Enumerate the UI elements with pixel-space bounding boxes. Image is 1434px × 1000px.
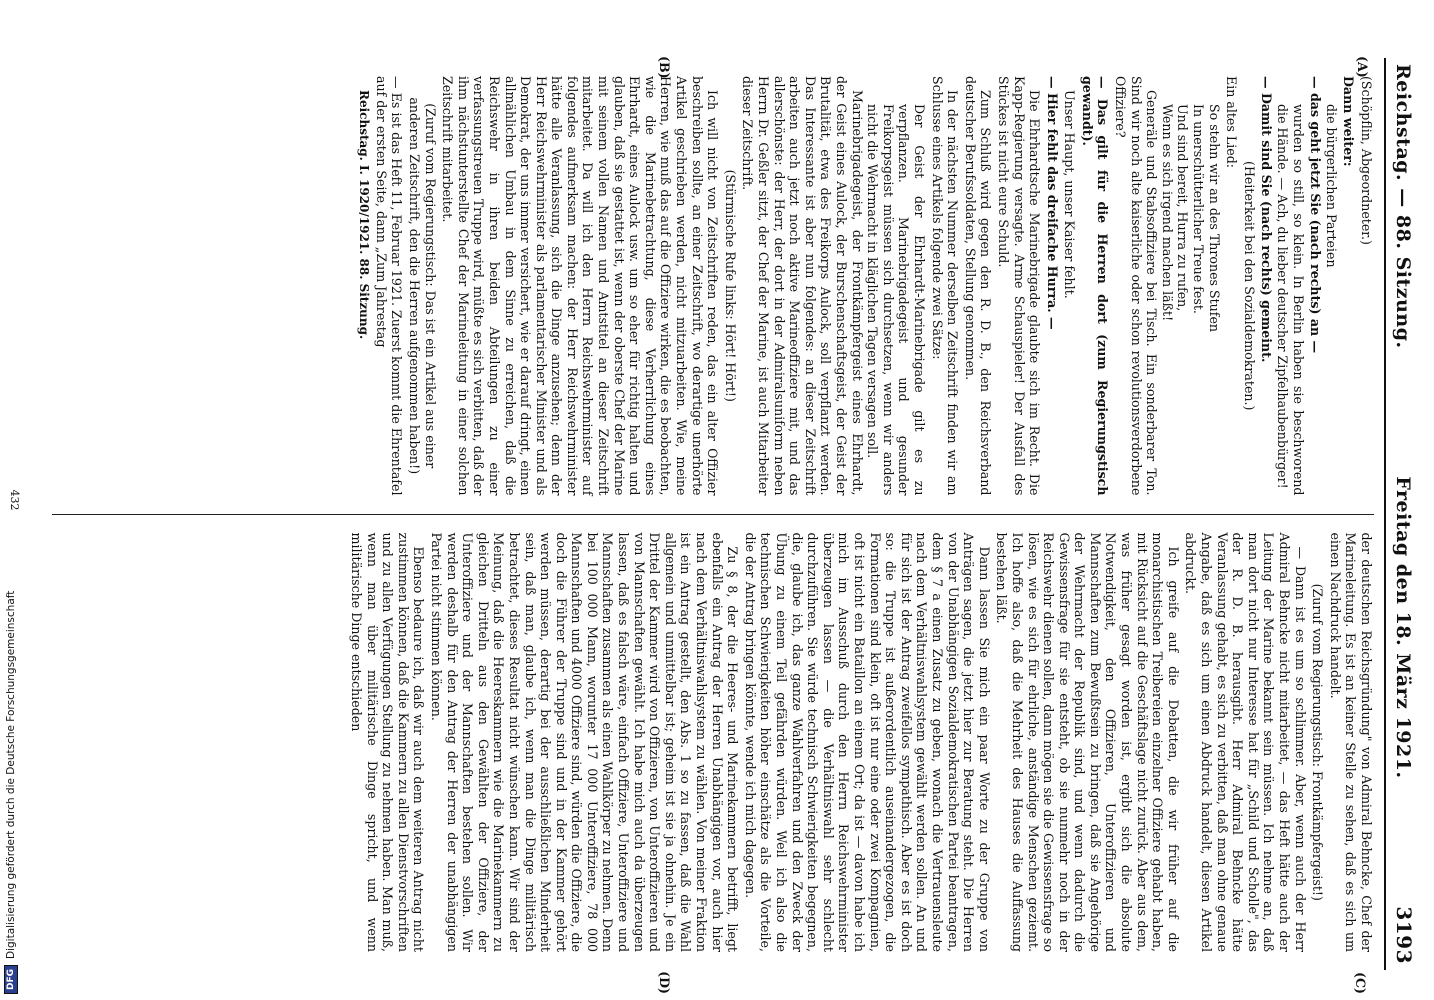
paragraph: Marinebrigadegeist, der Frontkämpfergeist eines Ehrhardt, der Geist eines Aulock, der Burschenschaftsgeist, der Geist der Brutalität, etwa des Freikorps Aulock, soll verpflanzt werden. Das Interessante ist aber nun folgendes: an dieser Zeitschrift arbeiten auch jetzt noch aktive Marineoffiziere mit, und das allerschönste: der Herr, der dort in der Admiralsuniform neben Herrn Dr. Geßler sitzt, der Chef der Marine, ist auch Mitarbeiter dieser Zeitschrift. [740, 76, 865, 496]
paragraph: Dann weiter: [1341, 76, 1357, 167]
credit-text: Digitalisierung gefördert durch die Deutsche Forschungsgemeinschaft [5, 590, 17, 959]
interjection: (Stürmische Rufe links: Hört! Hört!) [722, 169, 738, 402]
paragraph: Ich greife auf die Debatten, die wir früher auf die monarchistischen Treibereien einzelner Offiziere gehabt haben, mit Rücksicht auf die Geschäftslage nicht zurück. Aber aus dem, was früher gesagt worden ist, ergibt sich die absolute Notwendigkeit, den Offizieren, Unteroffizieren und Mannschaften zum Bewußtsein zu bringen, daß sie Angehörige der Wehrmacht der Republik sind, und wenn dadurch die Gewissensfrage für sie entsteht, ob sie nunmehr noch in der Reichswehr dienen sollen, dann mögen sie die Gewissensfrage so lösen, wie es sich für ehrliche, anständige Menschen geziemt. Ich hoffe also, daß die Mehrheit des Hauses die Auffassung bestehen läßt. [994, 532, 1181, 952]
margin-letter-a: (A) [1355, 56, 1370, 78]
left-column [48, 58, 1378, 514]
paragraph: Ich will nicht von Zeitschriften reden, das ein alter Offizier beschreiben sollte, an einer Zeitschrift, wo derartige unerhörte Artikel geschrieben werden, nicht mitzuarbeiten. Wie, meine Herren, wie muß das auf die Offiziere wirken, die es beobachten, wie die Marinebetrachtung, diese Verherrlichung eines Ehrhardt, eines Aulock usw. um so eher für richtig halten und glauben, daß sie gestattet ist, wenn der oberste Chef der Marine mit seinem vollen Namen und Amtstitel an dieser Zeitschrift mitarbeitet. Da will ich den Herrn Reichswehrminister auf folgendes aufmerksam machen: der Herr Reichswehrminister hätte alle Veranlassung, sich die Dinge anzusehen; denn der Herr Reichswehrminister als parlamentarischer Minister und als Demokrat, der uns immer versichert, wie er darauf dringt, einen allmählichen Umbau in dem Sinne zu erreichen, daß die Reichswehr in ihren beiden Abteilungen zu einer verfassungstreuen Truppe wird, müßte es sich verbitten, daß der ihm nächstunterstellte Chef der Marineleitung in einer solchen Zeitschrift mitarbeitet. [440, 76, 721, 496]
paragraph: Zu § 8, der die Heeres- und Marinekammern betrifft, liegt ebenfalls ein Antrag der Herren Unabhängigen vor, auch hier nach dem Verhältniswahlsystem zu wählen. Von meiner Fraktion ist ein Antrag gestellt, den Abs. 1 so zu fassen, daß die Wahl allgemein und unmittelbar ist; geheim ist sie ja ohnehin. Je ein Drittel der Kammer wird von Offizieren, von Unteroffizieren und von Mannschaften gewählt. Ich habe mich auch da überzeugen lassen, daß es falsch wäre, einfach Offiziere, Unteroffiziere und Mannschaften zusammen als einen Wahlkörper zu nehmen. Denn bei 100 000 Mann, worunter 17 000 Unteroffiziere, 78 000 Mannschaften und 4000 Offiziere sind, würden die Offiziere, die doch die Führer der Truppe sind und in der Kammer gehört werden müssen, derartig bei der ausschließlichen Minderheit sein, daß man, glaube ich, wenn man die Dinge militärisch betrachtet, dieses Resultat nicht wünschen kann. Wir sind der Meinung, daß die Heereskammern wie die Marinekammern zu gleichen Dritteln aus den Gewählten der Offiziere, der Unteroffiziere und der Mannschaften bestehen sollen. Wir werden deshalb für den Antrag der Herren der unabhängigen Partei nicht stimmen können. [428, 532, 741, 952]
margin-letter-d: (D) [657, 971, 672, 994]
paragraph: — das geht jetzt Sie (nach rechts) an — [1308, 76, 1324, 354]
paragraph: — Dann ist es um so schlimmer. Aber, wenn auch der Herr Admiral Behncke nicht mitarbeitet, — das Heft hätte auch der Leitung der Marine bekannt sein müssen. Ich nehme an, daß man dort nicht nur Interesse hat für „Schild und Scholle", das der R. D. B. herausgibt. Herr Admiral Behncke hätte Veranlassung gehabt, es sich zu verbitten, daß man ohne genaue Angabe, daß es sich um einen Abdruck handelt, diesen Artikel abdruckt. [1183, 532, 1308, 952]
header-left: Reichstag. — 88. Sitzung. [1392, 64, 1414, 349]
right-column [48, 515, 1378, 994]
header-date: Freitag den 18. März 1921. [1392, 476, 1414, 779]
interjection: (Zuruf vom Regierungstisch: Frontkämpfergeist!) [1310, 583, 1326, 901]
verse-line: wurden so still, so klein. In Berlin haben sie beschworend die Hände. — Ach, du lieber deutscher Zipfelhaubenbürger! [1275, 104, 1306, 496]
paragraph: — Es ist das Heft 11, Februar 1921. Zuerst kommt die Ehrentafel auf der ersten Seite, dann „Zum Jahrestag [373, 76, 405, 496]
margin-letter-c: (C) [1353, 972, 1368, 994]
interjection: (Zuruf vom Regierungstisch: Das ist ein Artikel aus einer anderen Zeitschrift, den die Herren aufgenommen haben!) [406, 97, 438, 475]
verse-line: die bürgerlichen Parteien [1323, 104, 1339, 268]
paragraph: Unser Haupt, unser Kaiser fehlt. [1062, 90, 1078, 299]
paragraph: — Damit sind Sie (nach rechts) gemeint. [1259, 76, 1275, 363]
paragraph: — Hier fehlt das dreifache Hurra. — [1044, 76, 1060, 330]
paragraph: Ein altes Lied: [1224, 76, 1240, 168]
verse-line: Und sind bereit, Hurra zu rufen, [1175, 104, 1191, 312]
paragraph: (Schöpflin, Abgeordneter.) [1359, 76, 1374, 245]
interjection: (Heiterkeit bei den Sozialdemokraten.) [1241, 161, 1257, 411]
verse-line: So stehn wir an des Thrones Stufen [1206, 104, 1222, 333]
paragraph: — Das gilt für die Herren dort (zum Regierungstisch gewandt). [1079, 76, 1111, 496]
paragraph: der deutschen Reichsgründung" von Admiral Behncke, Chef der Marineleitung. Es ist an keiner Stelle zu sehen, daß es sich um einen Nachdruck handelt. [1327, 532, 1374, 952]
verse-line: Wenn es sich irgend machen läßt! [1159, 104, 1175, 322]
digitization-credit [0, 0, 22, 1000]
paragraph: Generäle und Stabsoffiziere bei Tisch. Ein sonderbarer Ton. Sind wir noch alte kaiserliche oder schon revolutionsverdorbene Offiziere? [1113, 76, 1160, 496]
paragraph: Ebenso bedaure ich, daß wir auch dem weiteren Antrag nicht zustimmen können, daß die Kammern zu allen Dienstvorschriften und zu allen Verfügungen Stellung zu nehmen haben. Man muß, wenn man über militärische Dinge spricht, und wenn militärische Dinge entschieden [349, 532, 427, 952]
column-footnote: Reichstag. I. 1920/1921. 88. Sitzung. [357, 90, 372, 340]
paragraph: In der nächsten Nummer derselben Zeitschrift finden wir am Schlusse eines Artikels folgende zwei Sätze: [929, 76, 961, 496]
paragraph: Zum Schluß wird gegen den R. D. B., den Reichsverband deutscher Berufssoldaten, Stellung genommen. [962, 76, 994, 496]
page-number-bottom: 432 [8, 489, 21, 511]
header-page-number: 3193 [1392, 906, 1416, 964]
paragraph: Die Ehrhardtsche Marinebrigade glaubte sich im Recht. Die Kapp-Regierung versagte. Arme Schauspieler! Der Ausfall des Stückes ist nicht eure Schuld. [995, 76, 1043, 496]
margin-letter-b: (B) [657, 56, 672, 79]
verse-line: In unerschütterlicher Treue fest. [1191, 104, 1207, 314]
paragraph: Dann lassen Sie mich ein paar Worte zu der Gruppe von Anträgen sagen, die jetzt hier zur Beratung steht. Die Herren von der Unabhängigen Sozialdemokratischen Partei beantragen, dem § 7 a einen Zusatz zu geben, wonach die Vertrauensleute nach dem Verhältniswahlsystem gewählt werden sollen. An und für sich ist der Antrag zweifellos sympathisch. Aber es ist doch so: die Truppe ist außerordentlich auseinandergezogen, die Formationen sind klein, oft ist nur eine oder zwei Kompagnien, oft ist nicht ein Bataillon an einem Ort; da ist — davon habe ich mich im Ausschuß durch den Herrn Reichswehrminister überzeugen lassen — die Verhältniswahl sehr schlecht durchzuführen. Sie würde technisch Schwierigkeiten begegnen, die, glaube ich, das ganze Wahlverfahren und den Zweck der Übung zu einem Teil gefährden würden. Weil ich also die technischen Schwierigkeiten höher einschätze als die Vorteile, die der Antrag bringen könnte, wende ich mich dagegen. [742, 532, 992, 952]
text-columns [48, 56, 1378, 994]
page-header [1384, 58, 1420, 970]
dfg-logo-icon: DFG [4, 965, 18, 994]
quote-block: Der Geist der Ehrhardt-Marinebrigade gilt es zu verpflanzen. Marinebrigadegeist und gesunder Freikorpsgeist müssen sich durchsetzen, wenn wir anders nicht die Wehrmacht in kläglichen Tagen versagen soll. [865, 104, 927, 496]
